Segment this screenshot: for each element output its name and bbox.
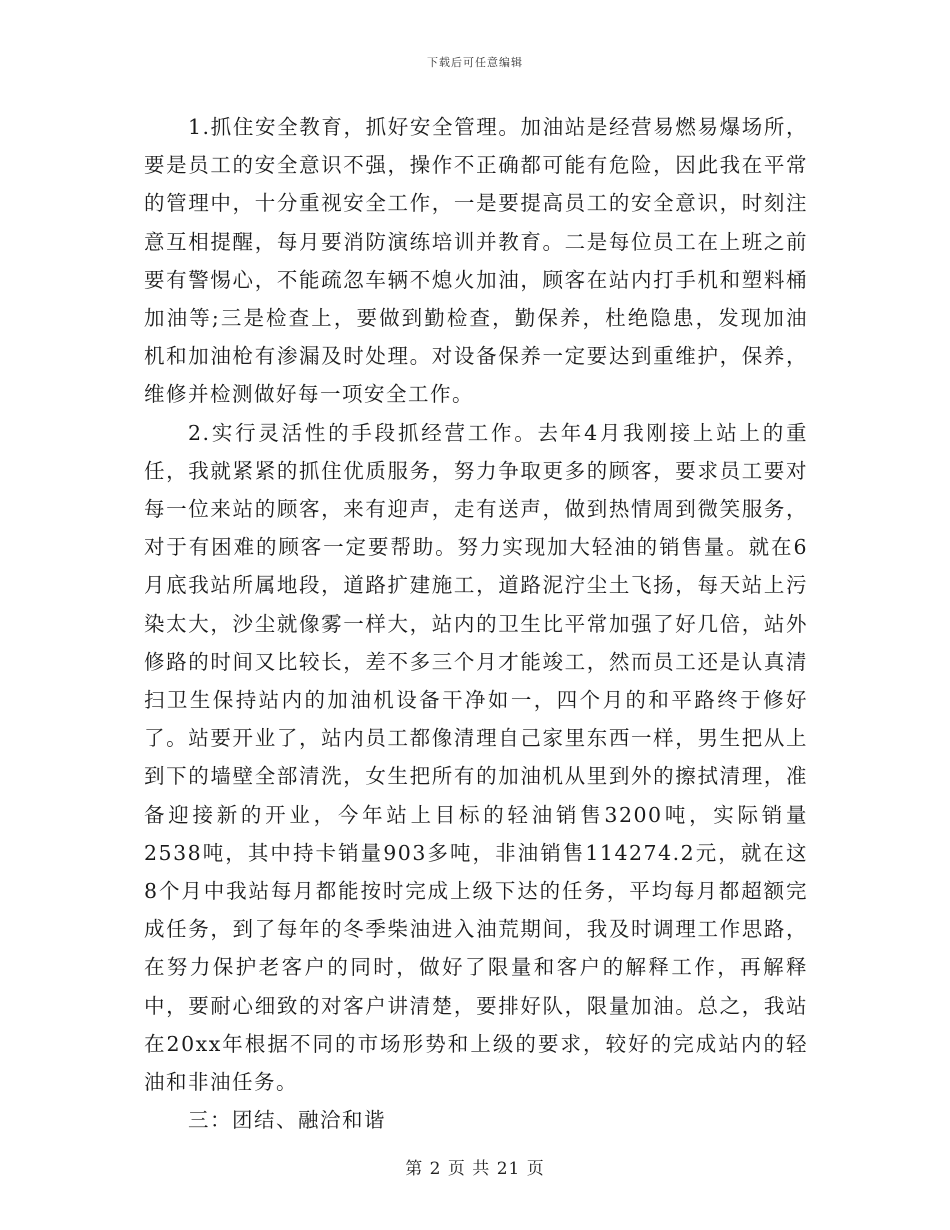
section-heading-unity: 三：团结、融洽和谐 xyxy=(188,1108,386,1133)
page-number-footer: 第 2 页 共 21 页 xyxy=(405,1159,545,1179)
paragraph-safety-management: 1.抓住安全教育，抓好安全管理。加油站是经营易燃易爆场所，要是员工的安全意识不强，操作不正确都可能有危险，因此我在平常的管理中，十分重视安全工作，一是要提高员工的安全意识，时刻注意互相提醒，每月要消防演练培训并教育。二是每位员工在上班之前要有警惕心，不能疏忽车辆不熄火加油，顾客在站内打手机和塑料桶加油等;三是检查上，要做到勤检查，勤保养，杜绝隐患，发现加油机和加油枪有渗漏及时处理。对设备保养一定要达到重维护，保养，维修并检测做好每一项安全工作。 xyxy=(144,115,808,407)
document-body xyxy=(144,108,808,1139)
paragraph-business-operations: 2.实行灵活性的手段抓经营工作。去年4月我刚接上站上的重任，我就紧紧的抓住优质服务，努力争取更多的顾客，要求员工要对每一位来站的顾客，来有迎声，走有送声，做到热情周到微笑服务，对于有困难的顾客一定要帮助。努力实现加大轻油的销售量。就在6月底我站所属地段，道路扩建施工，道路泥泞尘土飞扬，每天站上污染太大，沙尘就像雾一样大，站内的卫生比平常加强了好几倍，站外修路的时间又比较长，差不多三个月才能竣工，然而员工还是认真清扫卫生保持站内的加油机设备干净如一，四个月的和平路终于修好了。站要开业了，站内员工都像清理自己家里东西一样，男生把从上到下的墙壁全部清洗，女生把所有的加油机从里到外的擦拭清理，准备迎接新的开业，今年站上目标的轻油销售3200吨，实际销量2538吨，其中持卡销量903多吨，非油销售114274.2元，就在这8个月中我站每月都能按时完成上级下达的任务，平均每月都超额完成任务，到了每年的冬季柴油进入油荒期间，我及时调理工作思路，在努力保护老客户的同时，做好了限量和客户的解释工作，再解释中，要耐心细致的对客户讲清楚，要排好队，限量加油。总之，我站在20xx年根据不同的市场形势和上级的要求，较好的完成站内的轻油和非油任务。 xyxy=(144,420,808,1095)
page-header: 下载后可任意编辑 xyxy=(427,56,523,69)
